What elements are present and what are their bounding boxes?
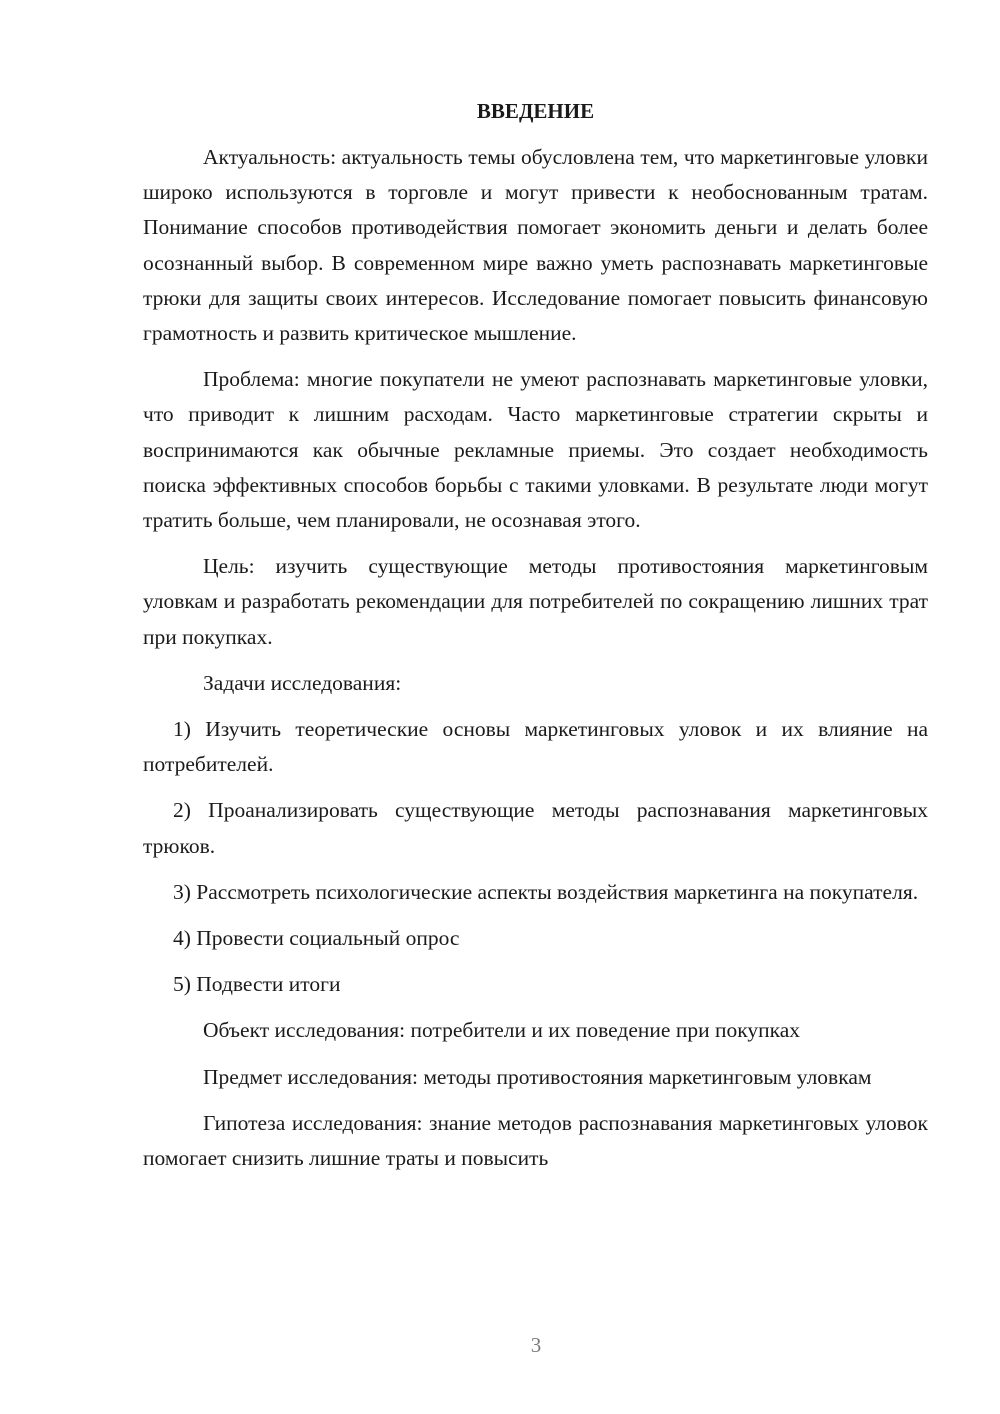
task-item-3: 3) Рассмотреть психологические аспекты воздействия маркетинга на покупателя. [173, 879, 919, 904]
paragraph-object: Объект исследования: потребители и их поведение при покупках [203, 1018, 801, 1043]
paragraph-goal: Цель: изучить существующие методы противостояния маркетинговым уловкам и разработать рекомендации для потребителей по сокращению лишних трат при покупках. [143, 554, 928, 649]
task-item-1: 1) Изучить теоретические основы маркетинговых уловок и их влияние на потребителей. [143, 717, 928, 777]
task-item-2: 2) Проанализировать существующие методы распознавания маркетинговых трюков. [143, 798, 928, 858]
document-body [143, 96, 928, 1176]
task-item-5: 5) Подвести итоги [173, 972, 341, 997]
paragraph-hypothesis: Гипотеза исследования: знание методов распознавания маркетинговых уловок помогает снизить лишние траты и повысить [143, 1110, 928, 1171]
paragraph-subject: Предмет исследования: методы противостояния маркетинговым уловкам [203, 1064, 872, 1089]
paragraph-problem: Проблема: многие покупатели не умеют распознавать маркетинговые уловки, что приводит к лишним расходам. Часто маркетинговые стратегии скрыты и воспринимаются как обычные рекламные приемы. Это создает необходимость поиска эффективных способов борьбы с такими уловками. В результате люди могут тратить больше, чем планировали, не осознавая этого. [143, 367, 928, 533]
page-number: 3 [530, 1333, 542, 1357]
task-item-4: 4) Провести социальный опрос [173, 926, 460, 951]
section-heading: ВВЕДЕНИЕ [476, 99, 595, 123]
paragraph-relevance: Актуальность: актуальность темы обусловлена тем, что маркетинговые уловки широко используются в торговле и могут привести к необоснованным тратам. Понимание способов противодействия помогает экономить деньги и делать более осознанный выбор. В современном мире важно уметь распознавать маркетинговые трюки для защиты своих интересов. Исследование помогает повысить финансовую грамотность и развить критическое мышление. [143, 145, 928, 346]
tasks-title: Задачи исследования: [203, 670, 402, 695]
